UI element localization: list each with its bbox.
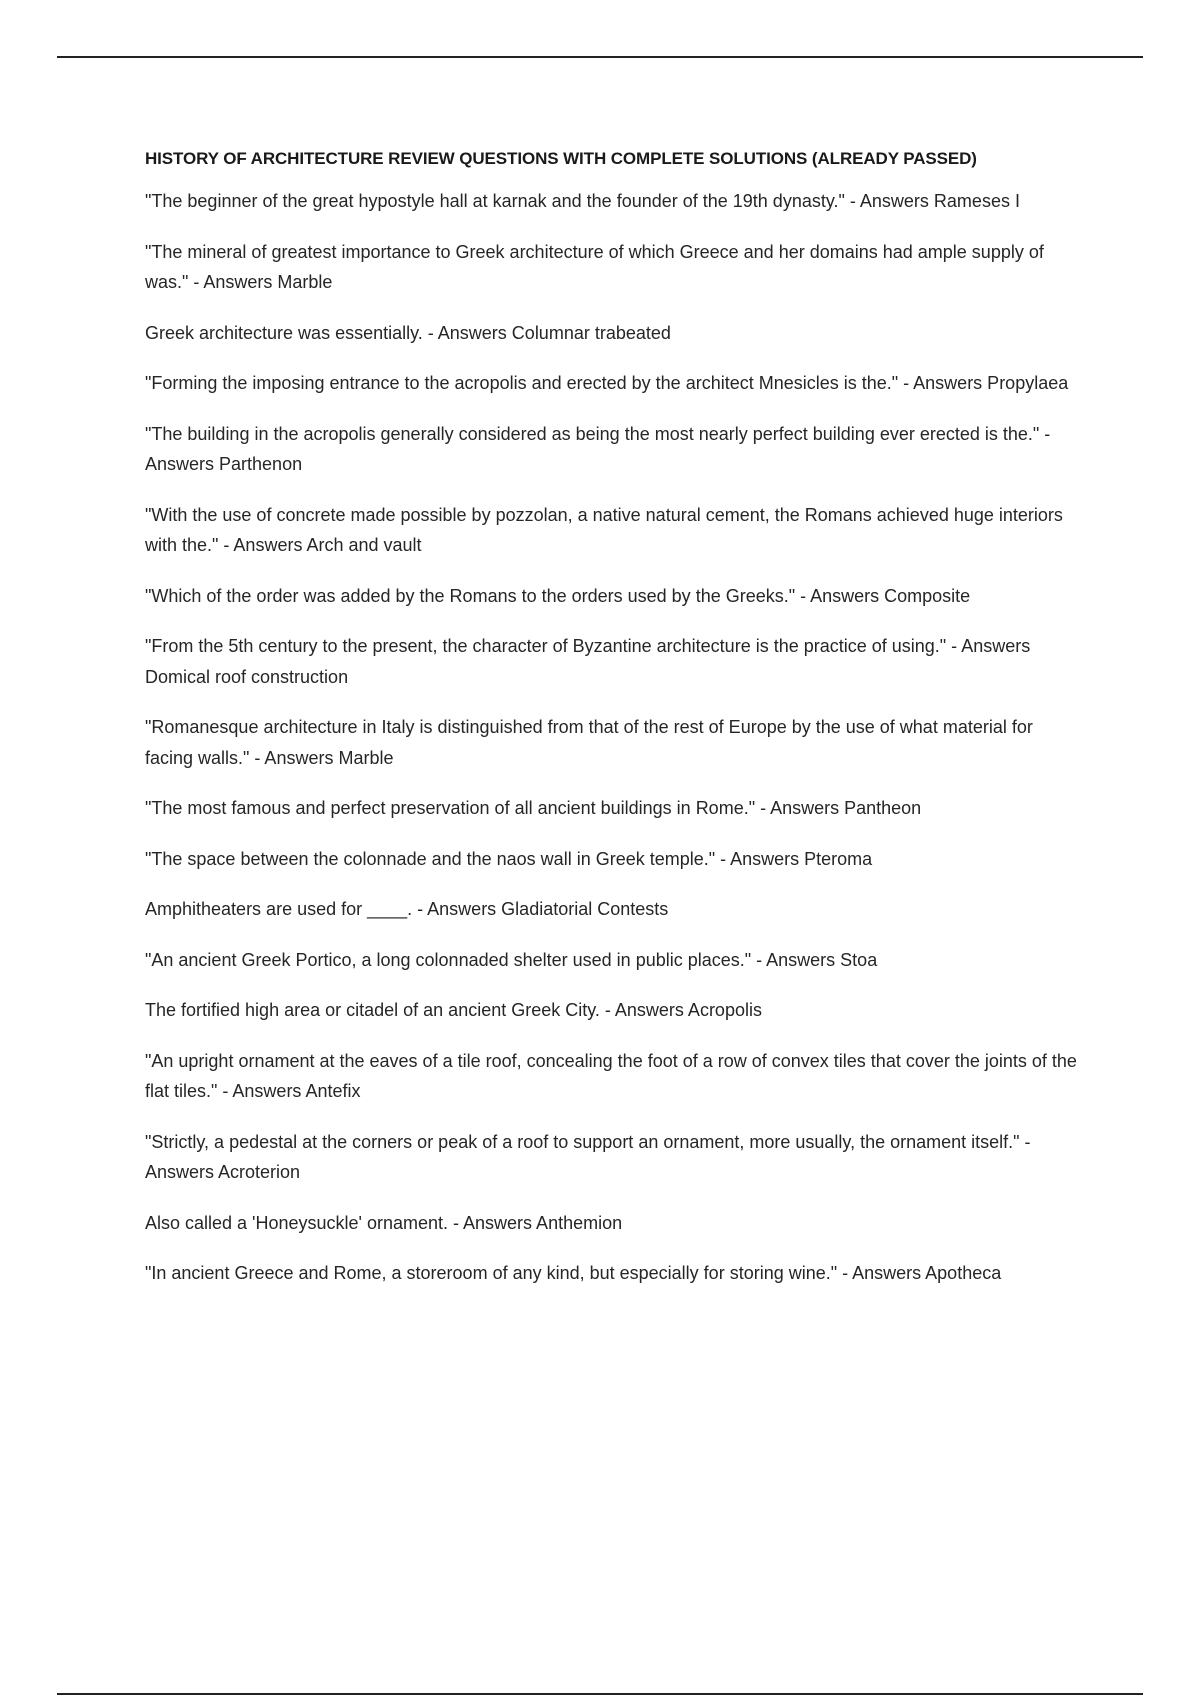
qa-entry: The fortified high area or citadel of an ancient Greek City. - Answers Acropolis xyxy=(145,1000,762,1020)
document-title: HISTORY OF ARCHITECTURE REVIEW QUESTIONS WITH COMPLETE SOLUTIONS (ALREADY PASSED) xyxy=(145,149,977,168)
qa-entry: "Romanesque architecture in Italy is distinguished from that of the rest of Europe by the use of what material for facing walls." - Answers Marble xyxy=(145,717,1033,768)
qa-entry: Also called a 'Honeysuckle' ornament. - Answers Anthemion xyxy=(145,1212,623,1233)
top-rule xyxy=(57,56,1143,58)
qa-entry: "The space between the colonnade and the naos wall in Greek temple." - Answers Pteroma xyxy=(145,848,873,869)
qa-entry: Greek architecture was essentially. - Answers Columnar trabeated xyxy=(145,322,671,343)
qa-entry: "The most famous and perfect preservation of all ancient buildings in Rome." - Answers Pantheon xyxy=(145,798,922,818)
qa-entry: Amphitheaters are used for ____. - Answers Gladiatorial Contests xyxy=(145,899,669,919)
document-body xyxy=(145,146,1085,1309)
qa-entry: "The building in the acropolis generally considered as being the most nearly perfect building ever erected is the." - Answers Parthenon xyxy=(145,423,1051,474)
qa-entry: "In ancient Greece and Rome, a storeroom of any kind, but especially for storing wine." - Answers Apotheca xyxy=(145,1263,1002,1283)
qa-entry: "With the use of concrete made possible by pozzolan, a native natural cement, the Romans achieved huge interiors with the." - Answers Arch and vault xyxy=(145,504,1063,555)
qa-entry: "From the 5th century to the present, the character of Byzantine architecture is the practice of using." - Answers Domical roof construction xyxy=(145,636,1031,687)
qa-entry: "Which of the order was added by the Romans to the orders used by the Greeks." - Answers Composite xyxy=(145,585,971,606)
qa-entry: "An upright ornament at the eaves of a tile roof, concealing the foot of a row of convex tiles that cover the joints of the flat tiles." - Answers Antefix xyxy=(145,1050,1077,1101)
qa-entry: "An ancient Greek Portico, a long colonnaded shelter used in public places." - Answers Stoa xyxy=(145,949,878,970)
qa-entry: "The mineral of greatest importance to Greek architecture of which Greece and her domains had ample supply of was." - Answers Marble xyxy=(145,241,1044,292)
qa-entry: "Forming the imposing entrance to the acropolis and erected by the architect Mnesicles is the." - Answers Propylaea xyxy=(145,373,1069,393)
bottom-rule xyxy=(57,1693,1143,1695)
qa-entry: "Strictly, a pedestal at the corners or peak of a roof to support an ornament, more usually, the ornament itself." - Answers Acroterion xyxy=(145,1131,1031,1182)
qa-entry: "The beginner of the great hypostyle hall at karnak and the founder of the 19th dynasty." - Answers Rameses I xyxy=(145,191,1020,211)
